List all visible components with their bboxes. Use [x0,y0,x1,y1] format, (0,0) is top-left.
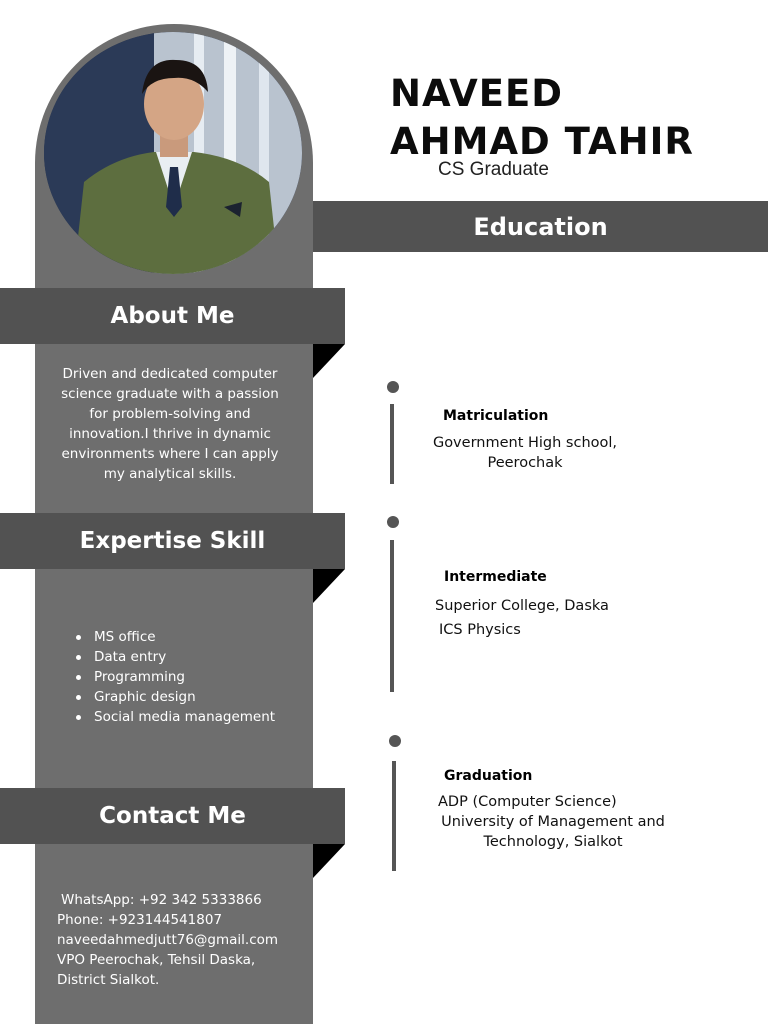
timeline-dot [387,381,399,393]
about-fold-decoration [313,344,345,378]
skill-item: Data entry [76,647,275,667]
skill-item: Graphic design [76,687,275,707]
education-line: University of Management and [441,814,665,830]
contact-fold-decoration [313,844,345,878]
education-line: Superior College, Daska [435,598,609,614]
skill-item: Programming [76,667,275,687]
education-details [430,433,620,473]
education-line: Government High school, [432,435,618,451]
about-heading: About Me [0,288,345,344]
profile-photo [44,32,302,274]
name-line-2: AHMAD TAHIR [390,120,694,163]
education-line: ICS Physics [439,622,521,638]
timeline-line [392,761,396,871]
skill-item: Social media management [76,707,275,727]
about-line: Driven and dedicated computer [62,366,278,382]
email-address: naveedahmedjutt76@gmail.com [57,932,279,948]
education-line: ADP (Computer Science) [438,794,617,810]
about-line: science graduate with a passion [61,386,279,402]
job-title: CS Graduate [438,159,549,180]
education-title: Matriculation [443,408,549,424]
address-line: VPO Peerochak, Tehsil Daska, [57,952,256,968]
skills-heading: Expertise Skill [0,513,345,569]
about-line: my analytical skills. [103,466,237,482]
education-title: Intermediate [444,569,547,585]
phone-number: Phone: +923144541807 [57,912,223,928]
about-text [48,364,292,484]
education-details [435,594,609,642]
timeline-dot [387,516,399,528]
about-line: environments where I can apply [61,446,279,462]
name-line-1: NAVEED [390,72,563,115]
about-line: innovation.I thrive in dynamic [69,426,271,442]
education-details [436,792,670,852]
timeline-line [390,540,394,692]
education-line: Technology, Sialkot [483,834,623,850]
contact-details [57,890,278,990]
education-heading: Education [313,201,768,252]
whatsapp-number: WhatsApp: +92 342 5333866 [61,892,262,908]
timeline-dot [389,735,401,747]
skills-fold-decoration [313,569,345,603]
address-line: District Sialkot. [57,972,160,988]
skills-list [76,627,275,727]
about-line: for problem-solving and [89,406,251,422]
skill-item: MS office [76,627,275,647]
timeline-line [390,404,394,484]
contact-heading: Contact Me [0,788,345,844]
education-title: Graduation [444,768,533,784]
applicant-name [390,70,694,166]
education-line: Peerochak [487,455,563,471]
